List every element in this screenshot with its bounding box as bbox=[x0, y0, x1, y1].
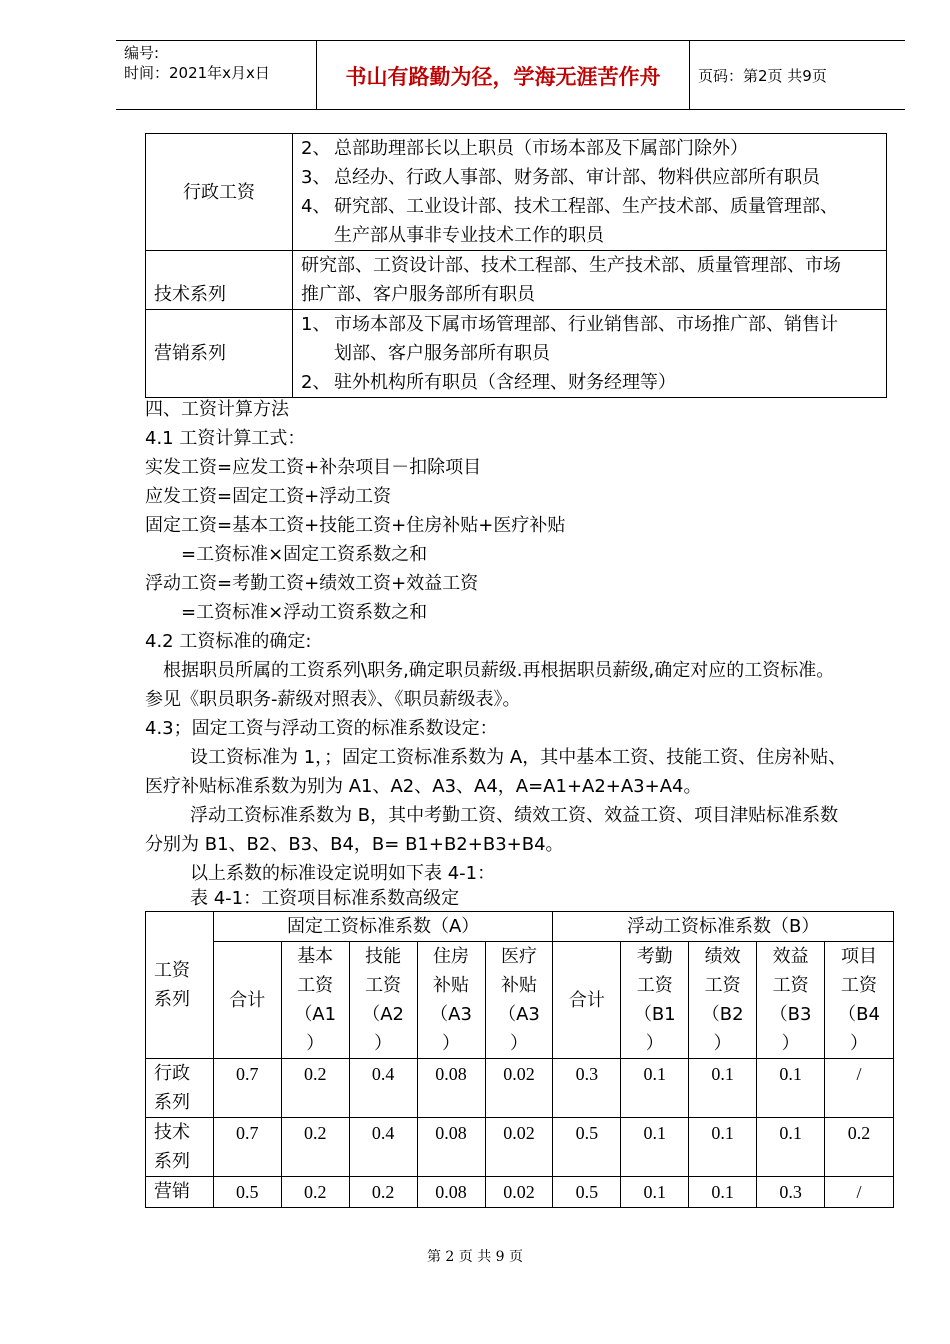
series-desc: 研究部、工资设计部、技术工程部、生产技术部、质量管理部、市场 推广部、客户服务部所有职员 bbox=[293, 251, 887, 310]
header-meta bbox=[124, 43, 270, 83]
table-row bbox=[146, 1059, 894, 1118]
time-label: 时间：2021年x月x日 bbox=[124, 64, 270, 82]
table-cell: 0.2 bbox=[281, 1059, 349, 1118]
row-label: 行政 系列 bbox=[146, 1059, 214, 1118]
table-cell: 0.1 bbox=[621, 1118, 689, 1177]
table-cell: 0.1 bbox=[689, 1118, 757, 1177]
table-row bbox=[146, 942, 894, 1059]
section-heading: 四、工资计算方法 bbox=[145, 399, 289, 420]
series-label: 技术系列 bbox=[146, 251, 293, 310]
formula-line: =工资标准×固定工资系数之和 bbox=[181, 544, 428, 565]
table-cell: 0.2 bbox=[281, 1177, 349, 1208]
paragraph: 参见《职员职务-薪级对照表》、《职员薪级表》。 bbox=[145, 689, 521, 710]
table-cell: 0.08 bbox=[417, 1059, 485, 1118]
page-header bbox=[116, 40, 905, 110]
series-desc bbox=[293, 134, 887, 251]
formula-line: 实发工资=应发工资+补杂项目－扣除项目 bbox=[145, 457, 482, 478]
table-cell: 0.4 bbox=[349, 1059, 417, 1118]
header-motto: 书山有路勤为径，学海无涯苦作舟 bbox=[345, 64, 661, 89]
list-item: 2、 总部助理部长以上职员（市场本部及下属部门除外） bbox=[301, 138, 748, 159]
table-cell: 0.1 bbox=[757, 1118, 825, 1177]
column-header: 技能 工资 （A2 ） bbox=[349, 942, 417, 1059]
column-header: 考勤 工资 （B1 ） bbox=[621, 942, 689, 1059]
column-header: 绩效 工资 （B2 ） bbox=[689, 942, 757, 1059]
table-cell: 0.3 bbox=[553, 1059, 621, 1118]
table-cell: 0.1 bbox=[689, 1177, 757, 1208]
series-label: 行政工资 bbox=[146, 134, 293, 251]
list-item: 2、 驻外机构所有职员（含经理、财务经理等） bbox=[301, 372, 676, 393]
table-cell: / bbox=[825, 1059, 894, 1118]
formula-line: 固定工资=基本工资+技能工资+住房补贴+医疗补贴 bbox=[145, 515, 566, 536]
group-header-b: 浮动工资标准系数（B） bbox=[553, 912, 894, 942]
subsection-heading: 4.1 工资计算工式： bbox=[145, 428, 306, 449]
table-cell: 0.08 bbox=[417, 1177, 485, 1208]
paragraph: 根据职员所属的工资系列\职务,确定职员薪级.再根据职员薪级,确定对应的工资标准。 bbox=[163, 660, 835, 681]
coefficient-table bbox=[145, 911, 894, 1208]
column-header: 住房 补贴 （A3 ） bbox=[417, 942, 485, 1059]
column-header: 合计 bbox=[553, 942, 621, 1059]
series-desc bbox=[293, 310, 887, 398]
subsection-heading: 4.2 工资标准的确定: bbox=[145, 631, 312, 652]
table-cell: 0.2 bbox=[349, 1177, 417, 1208]
column-header: 基本 工资 （A1 ） bbox=[281, 942, 349, 1059]
column-header: 医疗 补贴 （A3 ） bbox=[485, 942, 553, 1059]
table-cell: 0.3 bbox=[757, 1177, 825, 1208]
row-label: 营销 bbox=[146, 1177, 214, 1208]
paragraph: 医疗补贴标准系数为别为 A1、A2、A3、A4，A=A1+A2+A3+A4。 bbox=[145, 776, 702, 797]
table-row bbox=[146, 134, 887, 251]
paragraph: 浮动工资标准系数为 B，其中考勤工资、绩效工资、效益工资、项目津贴标准系数 bbox=[190, 805, 839, 826]
column-header: 合计 bbox=[213, 942, 281, 1059]
group-header-a: 固定工资标准系数（A） bbox=[213, 912, 553, 942]
table-row bbox=[146, 310, 887, 398]
table-cell: 0.1 bbox=[621, 1177, 689, 1208]
column-header: 项目 工资 （B4 ） bbox=[825, 942, 894, 1059]
list-item: 划部、客户服务部所有职员 bbox=[334, 343, 550, 364]
page-footer: 第 2 页 共 9 页 bbox=[426, 1249, 524, 1265]
formula-line: 应发工资=固定工资+浮动工资 bbox=[145, 486, 392, 507]
table-cell: 0.02 bbox=[485, 1118, 553, 1177]
table-row bbox=[146, 1177, 894, 1208]
list-item: 4、 研究部、工业设计部、技术工程部、生产技术部、质量管理部、 bbox=[301, 196, 838, 217]
list-item: 生产部从事非专业技术工作的职员 bbox=[334, 225, 604, 246]
table-cell: 0.1 bbox=[757, 1059, 825, 1118]
table-row bbox=[146, 251, 887, 310]
header-divider bbox=[689, 41, 690, 109]
corner-header: 工资 系列 bbox=[146, 912, 214, 1059]
list-item: 3、 总经办、行政人事部、财务部、审计部、物料供应部所有职员 bbox=[301, 167, 820, 188]
formula-line: 浮动工资=考勤工资+绩效工资+效益工资 bbox=[145, 573, 479, 594]
paragraph: 分别为 B1、B2、B3、B4，B= B1+B2+B3+B4。 bbox=[145, 834, 564, 855]
table-cell: 0.1 bbox=[621, 1059, 689, 1118]
series-table bbox=[145, 133, 887, 398]
paragraph: 以上系数的标准设定说明如下表 4-1： bbox=[190, 863, 496, 884]
list-item: 1、 市场本部及下属市场管理部、行业销售部、市场推广部、销售计 bbox=[301, 314, 838, 335]
header-page-info: 页码：第2页 共9页 bbox=[698, 67, 827, 85]
table-cell: 0.5 bbox=[553, 1118, 621, 1177]
table-cell: 0.02 bbox=[485, 1177, 553, 1208]
table-cell: 0.08 bbox=[417, 1118, 485, 1177]
table-cell: / bbox=[825, 1177, 894, 1208]
row-label: 技术 系列 bbox=[146, 1118, 214, 1177]
table-cell: 0.7 bbox=[213, 1118, 281, 1177]
subsection-heading: 4.3；固定工资与浮动工资的标准系数设定： bbox=[145, 718, 498, 739]
table-cell: 0.5 bbox=[213, 1177, 281, 1208]
column-header: 效益 工资 （B3 ） bbox=[757, 942, 825, 1059]
code-label: 编号: bbox=[124, 44, 160, 62]
table-cell: 0.2 bbox=[281, 1118, 349, 1177]
table-caption: 表 4-1：工资项目标准系数高级定 bbox=[190, 888, 460, 909]
table-cell: 0.5 bbox=[553, 1177, 621, 1208]
table-cell: 0.02 bbox=[485, 1059, 553, 1118]
table-cell: 0.1 bbox=[689, 1059, 757, 1118]
formula-line: =工资标准×浮动工资系数之和 bbox=[181, 602, 428, 623]
paragraph: 设工资标准为 1，；固定工资标准系数为 A，其中基本工资、技能工资、住房补贴、 bbox=[190, 747, 847, 768]
table-row bbox=[146, 912, 894, 942]
series-label: 营销系列 bbox=[146, 310, 293, 398]
table-cell: 0.4 bbox=[349, 1118, 417, 1177]
table-cell: 0.7 bbox=[213, 1059, 281, 1118]
table-cell: 0.2 bbox=[825, 1118, 894, 1177]
table-row bbox=[146, 1118, 894, 1177]
